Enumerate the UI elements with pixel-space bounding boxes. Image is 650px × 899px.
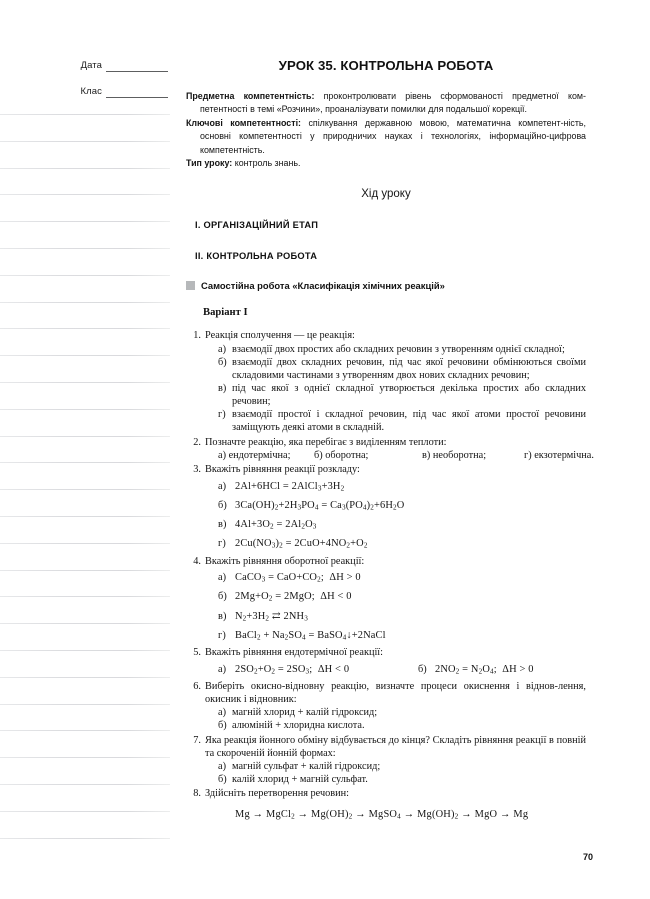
note-rule-line [0, 248, 170, 249]
equation-marker: г) [218, 629, 226, 641]
date-label: Дата [80, 60, 102, 71]
note-rule-line [0, 114, 170, 115]
question-number: 7. [193, 734, 201, 746]
note-rule-line [0, 730, 170, 731]
option-marker: б) [218, 356, 227, 368]
chemical-equation: $2SO_2+O_2 = 2SO_3$; ΔH < 0 [235, 663, 350, 676]
question-body [205, 436, 594, 462]
flow-title: Хід уроку [361, 188, 411, 201]
equation-marker: г) [218, 538, 226, 550]
question-item [186, 734, 586, 786]
note-rule-line [0, 489, 170, 490]
note-rule-line [0, 436, 170, 437]
note-rule-line [0, 543, 170, 544]
question-body [205, 680, 586, 732]
equation-option-b[interactable] [418, 663, 534, 679]
question-stem: Здійсніть перетворення речовин: [205, 788, 350, 800]
question-number: 6. [193, 680, 201, 692]
note-rule-line [0, 704, 170, 705]
note-rule-line [0, 650, 170, 651]
lesson-meta [186, 90, 586, 170]
note-rule-line [0, 757, 170, 758]
note-rule-line [0, 516, 170, 517]
option-marker: в) [218, 382, 227, 394]
note-rule-line [0, 221, 170, 222]
lesson-type-label: Тип уроку: [186, 158, 233, 169]
option-text: магній сульфат + калій гідроксид; [232, 760, 381, 772]
note-rule-line [0, 570, 170, 571]
question-option[interactable] [218, 719, 586, 732]
question-body [205, 734, 586, 786]
lesson-title-text: КОНТРОЛЬНА РОБОТА [340, 58, 494, 73]
equation-row[interactable] [218, 610, 586, 626]
equation-row[interactable] [218, 590, 586, 606]
subject-competence [186, 90, 586, 117]
equation-row[interactable] [218, 480, 586, 496]
equation-row[interactable] [218, 629, 586, 645]
equation-marker: а) [218, 572, 227, 584]
class-row [36, 83, 168, 98]
key-competences-text: спілкування державною мовою, математична компетент-ність, основні компетентності у природничих науках і технологіях, інформаційно-цифрова компетентність. [200, 117, 586, 155]
question-body [205, 555, 586, 645]
equation-row[interactable] [218, 537, 586, 553]
question-item [186, 680, 586, 732]
page-number: 70 [583, 852, 594, 862]
inline-option[interactable]: в) необоротна; [422, 449, 487, 461]
question-item [186, 329, 586, 434]
stage-1-heading: I. ОРГАНІЗАЦІЙНИЙ ЕТАП [195, 220, 319, 231]
question-stem: Яка реакція йонного обміну відбувається до кінця? Складіть рівняння реакції в повній та скороченій йонній формах: [205, 734, 586, 759]
date-input-line[interactable] [106, 60, 168, 72]
note-column [0, 0, 178, 899]
question-item [186, 646, 586, 678]
option-marker: а) [218, 706, 226, 718]
option-text: алюміній + хлоридна кислота. [232, 719, 365, 731]
question-item [186, 436, 594, 462]
chemical-equation: CaCO$_3$ = $CaO+CO_2$; ΔH > 0 [235, 572, 361, 584]
option-text: взаємодії простої і складної речовин, під час якої атоми простої речовини заміщують деякі атоми в складній. [232, 409, 586, 434]
chemical-equation: $2Al+6HCl = 2AlCl_3+3H_2$ [235, 480, 345, 493]
equation-marker: б) [218, 500, 227, 512]
question-number: 5. [193, 646, 201, 658]
key-competences-label: Ключові компетентності: [186, 117, 301, 128]
option-marker: г) [218, 409, 226, 420]
question-item [186, 787, 586, 823]
question-number: 8. [193, 788, 201, 800]
lesson-number: УРОК 35. [278, 58, 337, 73]
question-option[interactable] [218, 706, 586, 719]
note-rule-line [0, 275, 170, 276]
question-number: 1. [193, 330, 201, 342]
variant-label: Варіант I [203, 307, 248, 319]
question-option[interactable] [218, 382, 586, 408]
note-rule-line [0, 328, 170, 329]
option-text: калій хлорид + магній сульфат. [232, 773, 368, 785]
note-rule-line [0, 409, 170, 410]
equation-option-a[interactable] [218, 663, 418, 679]
note-rule-line [0, 677, 170, 678]
question-body [205, 646, 586, 678]
equation-marker: в) [218, 610, 227, 622]
equation-row[interactable] [218, 571, 586, 587]
note-rule-line [0, 784, 170, 785]
question-number: 4. [193, 555, 201, 567]
lesson-type-text: контроль знань. [232, 158, 301, 169]
option-marker: б) [218, 719, 227, 731]
page-title [186, 58, 586, 73]
square-bullet-icon [186, 281, 195, 290]
question-stem: Вкажіть рівняння реакції розкладу: [205, 464, 360, 476]
note-rule-line [0, 141, 170, 142]
option-text: взаємодії двох простих або складних речовин з утворенням однієї складної; [232, 343, 565, 355]
equation-row[interactable] [218, 499, 586, 515]
chemical-equation: $2NO_2 = N_2O_4$; ΔH > 0 [435, 663, 534, 676]
transformation-chain: Mg → MgCl$_2$ → $Mg(OH)_2$ → MgSO$_4$ → $Mg(OH)_2$ → MgO → Mg [235, 808, 529, 821]
date-row [36, 57, 168, 72]
subject-competence-text: проконтролювати рівень сформованості предметної ком-петентності в темі «Розчини», проаналізувати помилки для подальшої корекції. [200, 91, 586, 115]
note-rule-line [0, 838, 170, 839]
question-option[interactable] [218, 408, 586, 434]
inline-option[interactable]: б) оборотна; [314, 449, 369, 461]
equation-marker: а) [218, 480, 227, 492]
independent-work-title: Самостійна робота «Класифікація хімічних реакцій» [201, 280, 445, 292]
question-item [186, 463, 586, 553]
inline-option[interactable]: а) ендотермічна; [218, 449, 291, 461]
lesson-content [186, 0, 594, 823]
key-competences [186, 117, 586, 157]
lesson-type [186, 157, 586, 170]
equation-marker: б) [218, 591, 227, 603]
chemical-equation: $4Al+3O_2 = 2Al_2O_3$ [235, 519, 317, 531]
option-marker: а) [218, 760, 226, 772]
chemical-equation: BaCl$_2$ + $Na_2SO_4$ = BaSO$_4$↓+2NaCl [235, 629, 386, 642]
option-marker: а) [218, 343, 226, 355]
equation-marker: б) [418, 663, 427, 675]
inline-options [218, 449, 594, 462]
equation-row[interactable] [218, 518, 586, 534]
class-input-line[interactable] [106, 86, 168, 98]
inline-option[interactable]: г) екзотермічна. [524, 449, 594, 461]
stage-2-heading: II. КОНТРОЛЬНА РОБОТА [195, 251, 318, 262]
equation-marker: а) [218, 663, 226, 675]
question-stem: Вкажіть рівняння ендотермічної реакції: [205, 646, 384, 658]
question-stem: Реакція сполучення — це реакція: [205, 330, 355, 342]
independent-work-heading [186, 280, 586, 291]
question-option[interactable] [218, 760, 586, 773]
question-body [205, 463, 586, 553]
question-item [186, 555, 586, 645]
equation-pair-row [218, 663, 586, 679]
option-text: під час якої з однієї складної утворюється декілька простих або складних речовин; [232, 382, 586, 407]
equation-marker: в) [218, 519, 227, 531]
date-class-block [36, 57, 168, 109]
note-rule-line [0, 811, 170, 812]
chemical-equation: $2Cu(NO_3)_2 = 2CuO+4NO_2+O_2$ [235, 538, 368, 551]
note-rule-line [0, 596, 170, 597]
note-rule-line [0, 462, 170, 463]
note-rule-line [0, 623, 170, 624]
note-rule-line [0, 194, 170, 195]
question-stem: Виберіть окисно-відновну реакцію, визначте процеси окиснення і віднов-лення, окисник і відновник: [205, 680, 586, 705]
option-marker: б) [218, 773, 227, 785]
question-option[interactable] [218, 356, 586, 382]
question-stem: Позначте реакцію, яка перебігає з виділенням теплоти: [205, 436, 447, 448]
question-number: 3. [193, 464, 201, 476]
class-label: Клас [80, 86, 102, 97]
chemical-equation: $2Mg+O_2 = 2MgO$; ΔH < 0 [235, 591, 352, 603]
note-rule-line [0, 302, 170, 303]
option-text: магній хлорид + калій гідроксид; [232, 706, 378, 718]
note-rule-line [0, 168, 170, 169]
note-rule-line [0, 382, 170, 383]
question-number: 2. [193, 436, 201, 448]
chemical-equation: $3Ca(OH)_2+2H_3PO_4 = Ca_3(PO_4)_2+6H_2O$ [235, 500, 405, 512]
question-stem: Вкажіть рівняння оборотної реакції: [205, 555, 365, 567]
chemical-equation: $N_2+3H_2$ ⇄ $2NH_3$ [235, 610, 308, 623]
question-body [205, 329, 586, 434]
note-rule-line [0, 355, 170, 356]
option-text: взаємодії двох складних речовин, під час якої речовини обмінюються своїми складовими частинами з утворенням двох нових складних речовин; [232, 356, 586, 381]
question-option[interactable] [218, 343, 586, 356]
questions-list [186, 329, 594, 823]
question-option[interactable] [218, 773, 586, 786]
question-body [205, 787, 586, 823]
subject-competence-label: Предметна компетентність: [186, 91, 315, 101]
